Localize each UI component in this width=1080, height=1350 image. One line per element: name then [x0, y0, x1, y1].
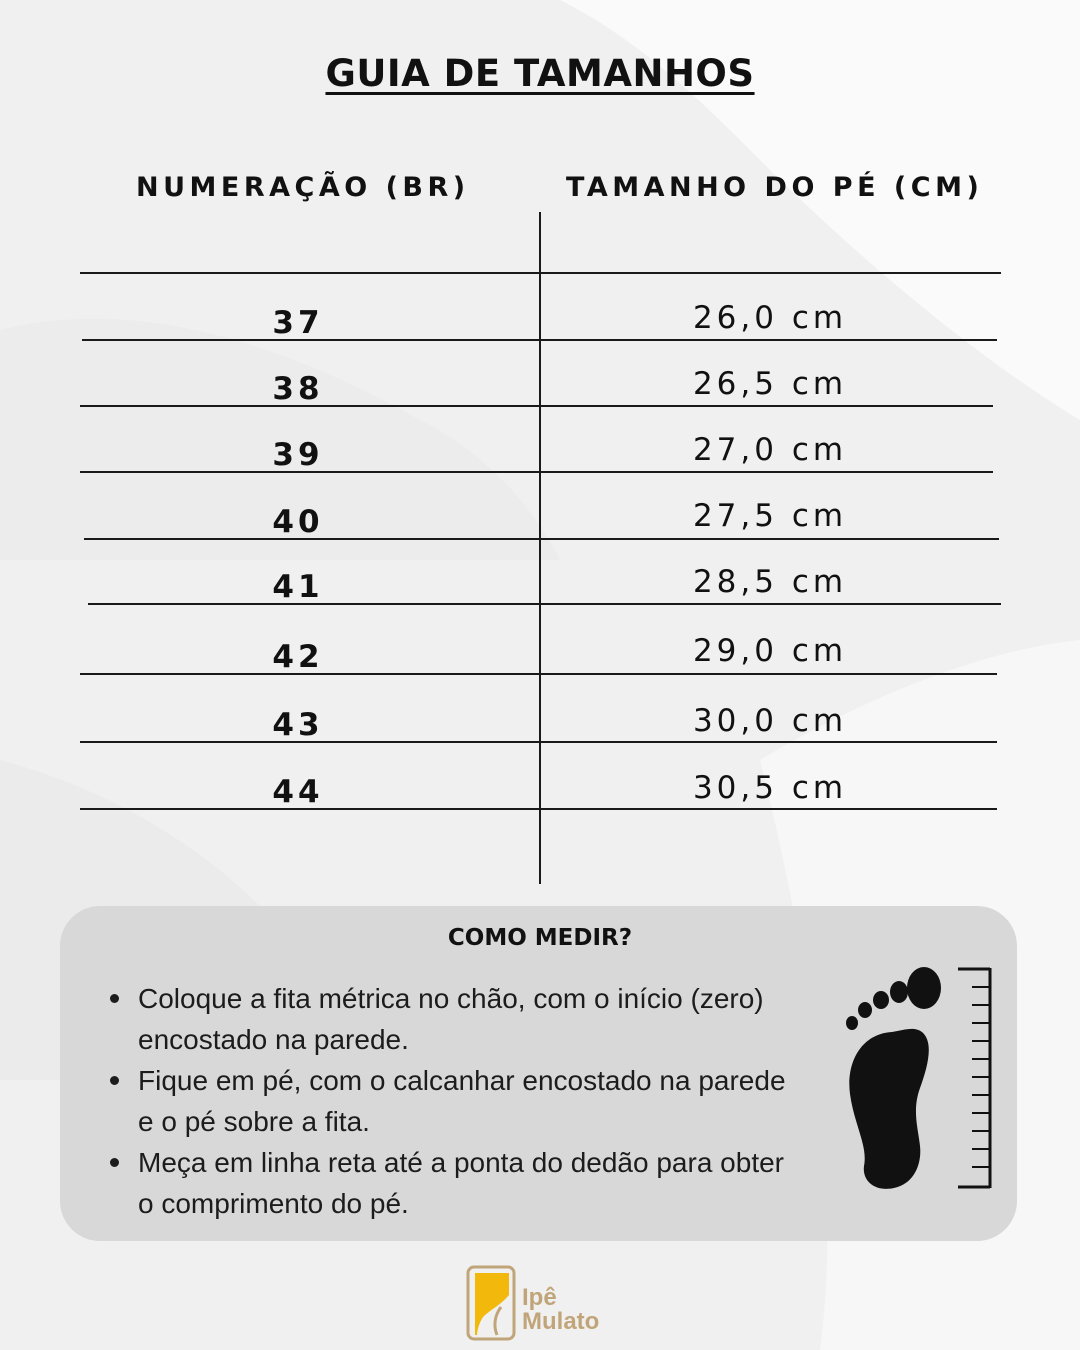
- table-column-divider: [539, 212, 541, 884]
- brand-name-line2: Mulato: [522, 1308, 600, 1335]
- table-cell-size: 37: [272, 305, 324, 341]
- table-cell-foot: 30,5 cm: [692, 770, 848, 806]
- page-title: GUIA DE TAMANHOS: [325, 52, 755, 95]
- table-cell-size: 43: [272, 707, 324, 743]
- brand-name-line1: Ipê: [522, 1284, 557, 1311]
- list-item: Coloque a fita métrica no chão, com o início (zero) encostado na parede.: [104, 978, 804, 1060]
- table-cell-size: 40: [272, 504, 324, 540]
- table-cell-foot: 26,5 cm: [692, 366, 848, 402]
- table-cell-size: 44: [272, 774, 324, 810]
- column-header-foot-length: TAMANHO DO PÉ (CM): [566, 172, 984, 203]
- table-cell-foot: 27,0 cm: [692, 432, 848, 468]
- table-cell-foot: 27,5 cm: [692, 498, 848, 534]
- list-item: Meça em linha reta até a ponta do dedão para obter o comprimento do pé.: [104, 1142, 804, 1224]
- list-item: Fique em pé, com o calcanhar encostado na parede e o pé sobre a fita.: [104, 1060, 804, 1142]
- table-cell-foot: 26,0 cm: [692, 300, 848, 336]
- table-cell-foot: 30,0 cm: [692, 703, 848, 739]
- table-cell-size: 38: [272, 371, 324, 407]
- how-to-measure-title: COMO MEDIR?: [447, 925, 633, 951]
- table-cell-size: 39: [272, 437, 324, 473]
- table-rule: [80, 272, 1001, 274]
- table-cell-foot: 29,0 cm: [692, 633, 848, 669]
- column-header-size: NUMERAÇÃO (BR): [136, 172, 470, 203]
- table-cell-size: 42: [272, 639, 324, 675]
- how-to-measure-list: [104, 978, 804, 1224]
- table-cell-foot: 28,5 cm: [692, 564, 848, 600]
- table-cell-size: 41: [272, 569, 324, 605]
- footprint-ruler-icon: [830, 960, 1000, 1195]
